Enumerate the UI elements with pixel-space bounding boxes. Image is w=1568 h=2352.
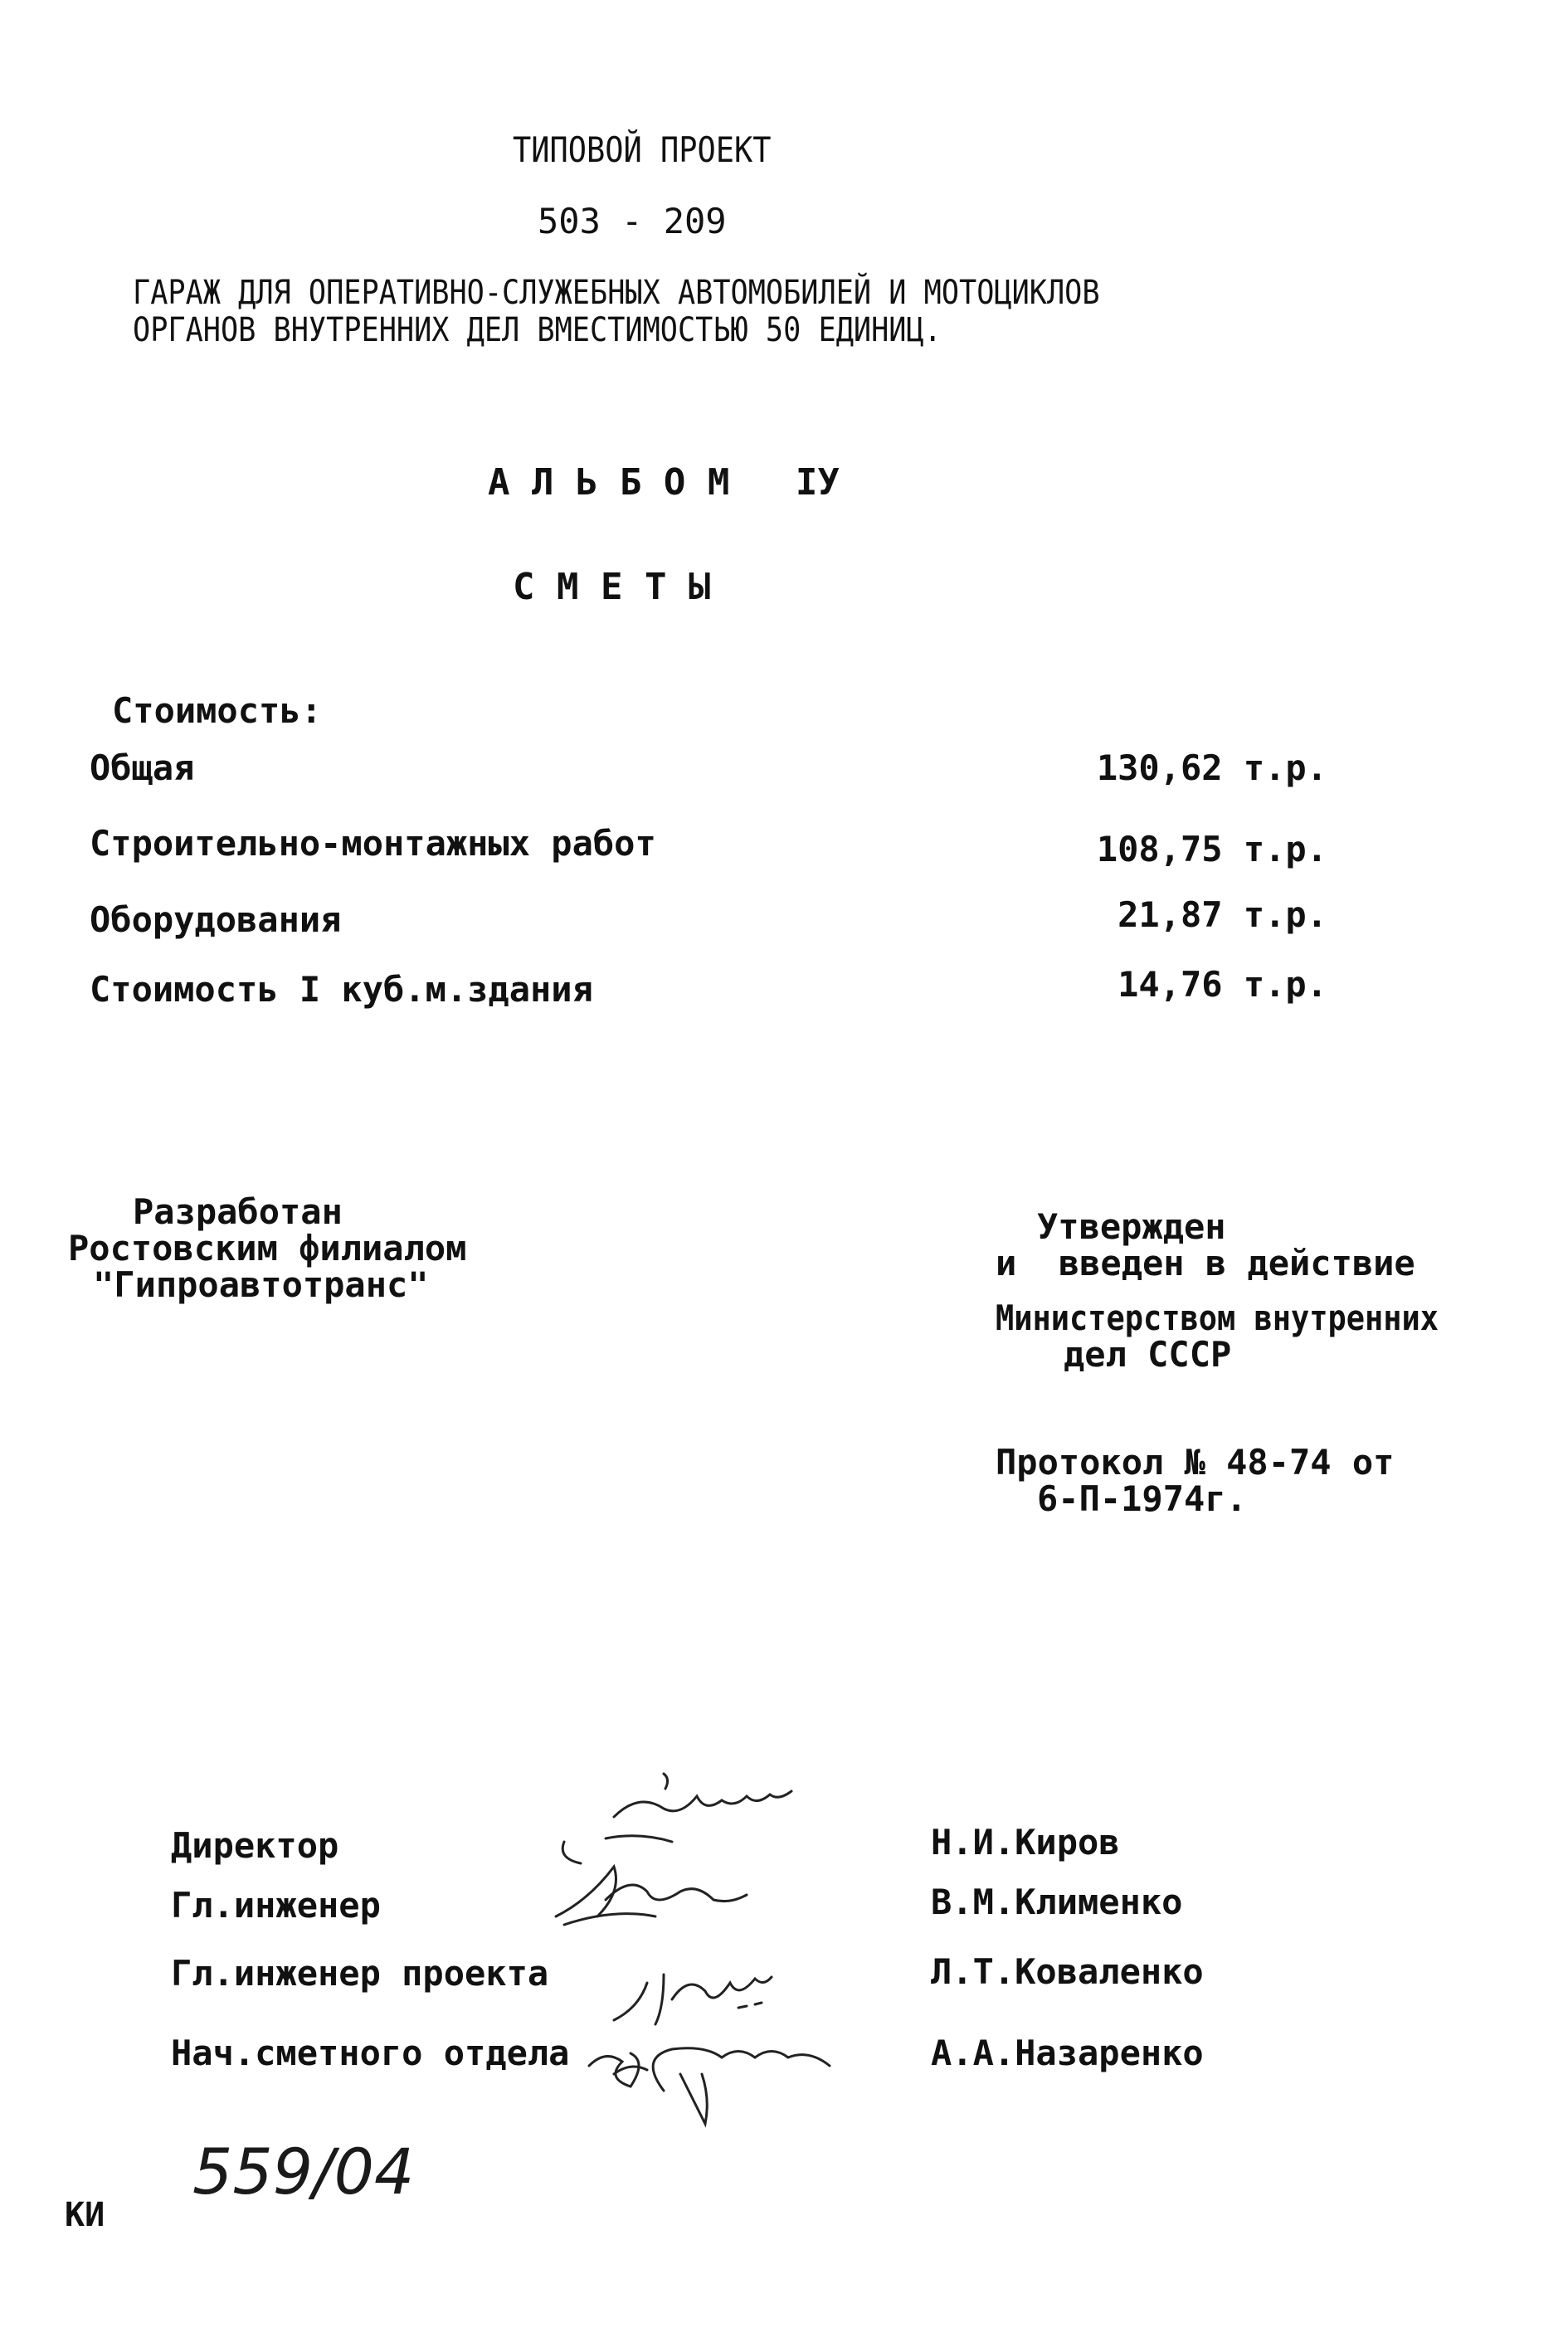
album-title: А Л Ь Б О М IУ — [488, 461, 840, 504]
signature-position: Нач.сметного отдела — [171, 2033, 570, 2073]
cost-row-value: 130,62 т.р. — [1096, 747, 1327, 788]
signature-name: Л.Т.Коваленко — [931, 1951, 1204, 1992]
approval-line: Министерством внутренних — [996, 1298, 1439, 1338]
signature-position: Директор — [171, 1825, 339, 1866]
approval-line: и введен в действие — [996, 1243, 1415, 1283]
signature-name: А.А.Назаренко — [931, 2033, 1204, 2073]
project-title-line1: ГАРАЖ ДЛЯ ОПЕРАТИВНО-СЛУЖЕБНЫХ АВТОМОБИЛЕЙ И МОТОЦИКЛОВ — [133, 274, 1100, 312]
developer-line: Ростовским филиалом — [68, 1228, 467, 1269]
project-title-line2: ОРГАНОВ ВНУТРЕННИХ ДЕЛ ВМЕСТИМОСТЬЮ 50 ЕДИНИЦ. — [133, 311, 942, 349]
developer-line: "Гипроавтотранс" — [93, 1264, 429, 1305]
cost-row-label: Строительно-монтажных работ — [90, 823, 656, 864]
developer-line: Разработан — [133, 1191, 343, 1232]
project-number: 503 - 209 — [538, 201, 727, 241]
project-type: ТИПОВОЙ ПРОЕКТ — [513, 129, 772, 170]
cost-row-value: 108,75 т.р. — [1096, 829, 1327, 869]
signature-name: В.М.Клименко — [931, 1882, 1183, 1922]
cost-row-value: 21,87 т.р. — [1118, 894, 1327, 935]
cost-row-label: Общая — [90, 747, 195, 788]
signature-position: Гл.инженер — [171, 1885, 381, 1926]
corner-mark: КИ — [65, 2196, 105, 2234]
cost-heading: Стоимость: — [112, 690, 322, 731]
section-title: С М Е Т Ы — [513, 566, 711, 608]
cost-row-label: Оборудования — [90, 899, 342, 940]
cost-row-label: Стоимость I куб.м.здания — [90, 969, 593, 1010]
approval-line: дел СССР — [1064, 1334, 1232, 1375]
cost-row-value: 14,76 т.р. — [1118, 964, 1327, 1005]
signature-name: Н.И.Киров — [931, 1822, 1120, 1863]
protocol-line: Протокол № 48-74 от — [996, 1442, 1395, 1483]
handwritten-signatures — [548, 1759, 937, 2132]
handwritten-number: 559/04 — [192, 2135, 415, 2208]
approval-line: Утвержден — [1037, 1206, 1226, 1247]
signature-position: Гл.инженер проекта — [171, 1953, 549, 1994]
protocol-date: 6-П-1974г. — [1037, 1478, 1247, 1519]
